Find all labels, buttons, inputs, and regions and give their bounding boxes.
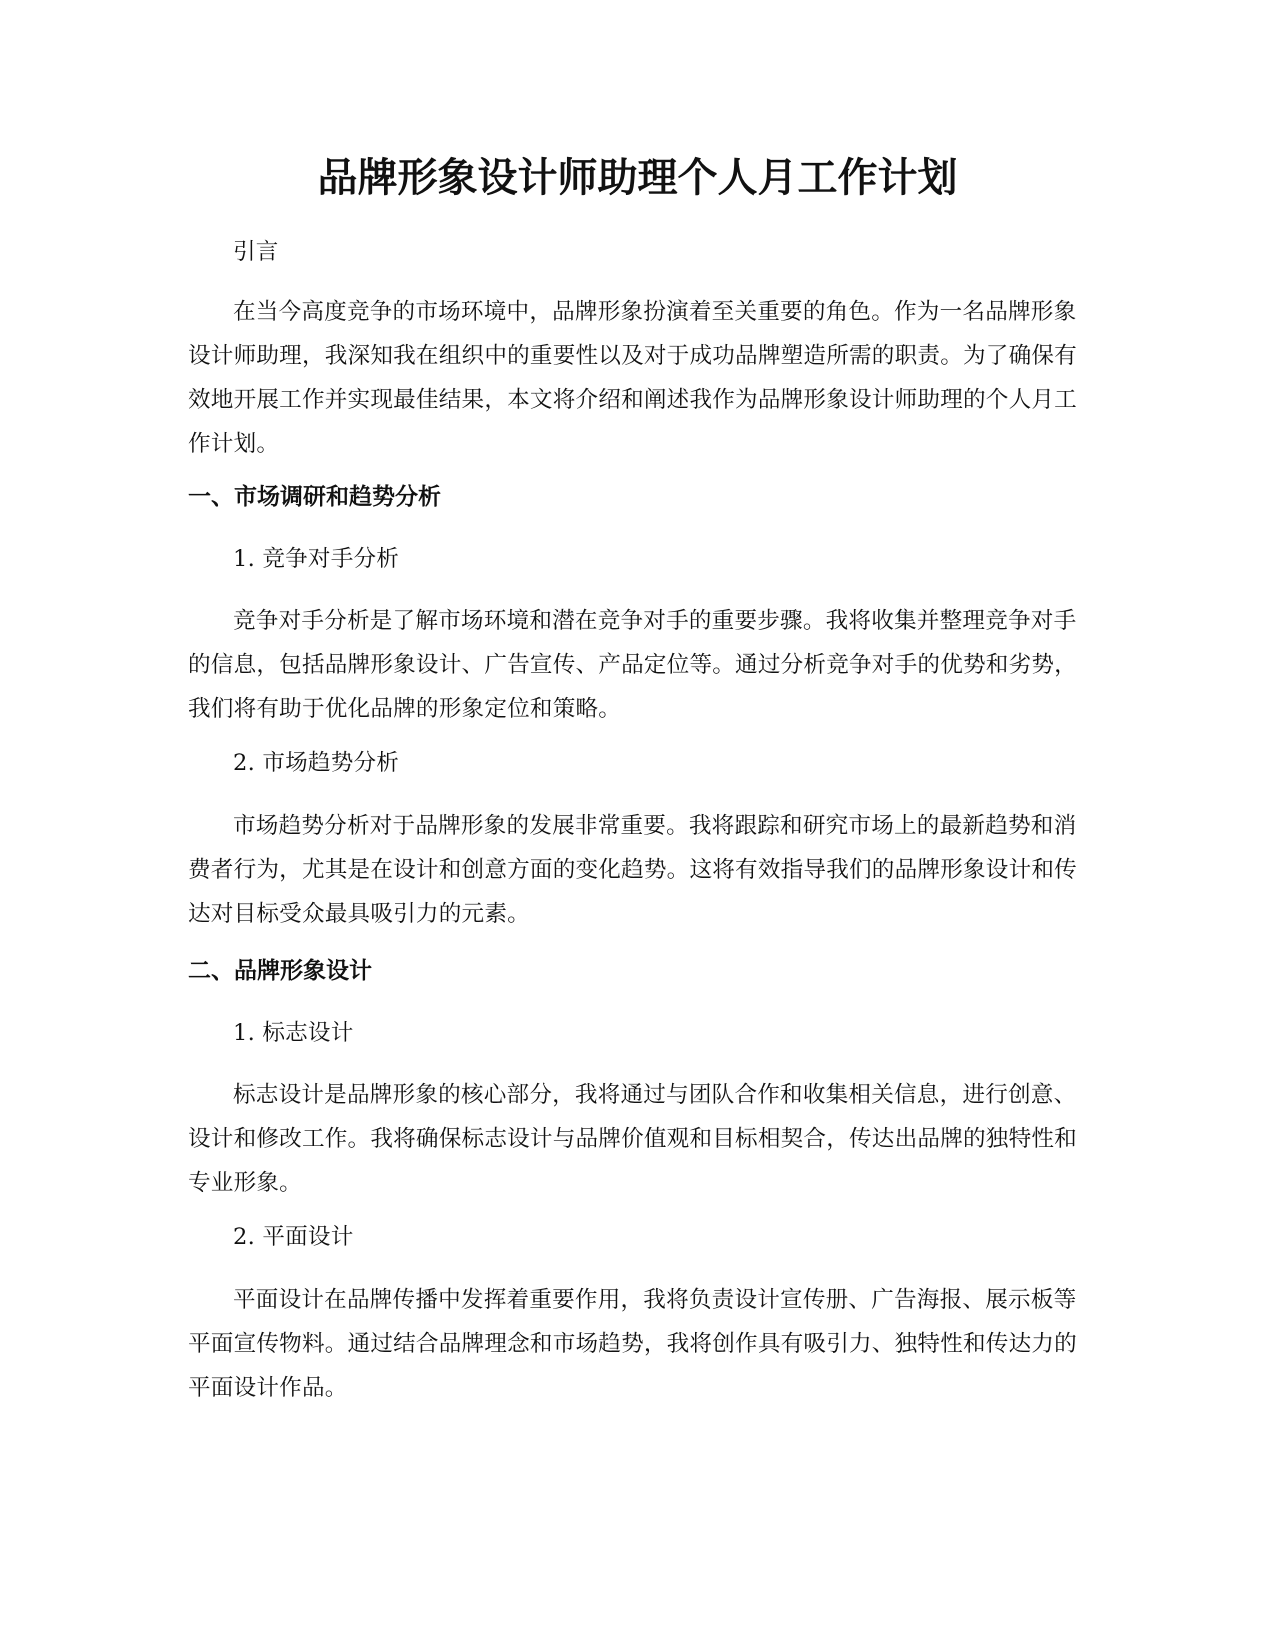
subsection-title-market-trend: 2. 市场趋势分析	[233, 750, 400, 776]
subsection-title-graphic-design: 2. 平面设计	[233, 1224, 354, 1250]
page-title: 品牌形象设计师助理个人月工作计划	[317, 155, 958, 201]
paragraph-market-trend: 市场趋势分析对于品牌形象的发展非常重要。我将跟踪和研究市场上的最新趋势和消费者行为，尤其是在设计和创意方面的变化趋势。这将有效指导我们的品牌形象设计和传达对目标受众最具吸引力的元素。	[188, 813, 1077, 927]
intro-label: 引言	[233, 239, 279, 265]
section-heading-brand-design: 二、品牌形象设计	[188, 958, 372, 984]
paragraph-competitor-analysis: 竞争对手分析是了解市场环境和潜在竞争对手的重要步骤。我将收集并整理竞争对手的信息，包括品牌形象设计、广告宣传、产品定位等。通过分析竞争对手的优势和劣势，我们将有助于优化品牌的形象定位和策略。	[188, 608, 1077, 722]
section-heading-market-research: 一、市场调研和趋势分析	[188, 484, 441, 510]
intro-paragraph: 在当今高度竞争的市场环境中，品牌形象扮演着至关重要的角色。作为一名品牌形象设计师助理，我深知我在组织中的重要性以及对于成功品牌塑造所需的职责。为了确保有效地开展工作并实现最佳结果，本文将介绍和阐述我作为品牌形象设计师助理的个人月工作计划。	[188, 299, 1077, 457]
subsection-title-logo-design: 1. 标志设计	[233, 1020, 354, 1046]
paragraph-graphic-design: 平面设计在品牌传播中发挥着重要作用，我将负责设计宣传册、广告海报、展示板等平面宣传物料。通过结合品牌理念和市场趋势，我将创作具有吸引力、独特性和传达力的平面设计作品。	[188, 1287, 1077, 1401]
paragraph-logo-design: 标志设计是品牌形象的核心部分，我将通过与团队合作和收集相关信息，进行创意、设计和修改工作。我将确保标志设计与品牌价值观和目标相契合，传达出品牌的独特性和专业形象。	[188, 1082, 1077, 1196]
subsection-title-competitor-analysis: 1. 竞争对手分析	[233, 546, 400, 572]
